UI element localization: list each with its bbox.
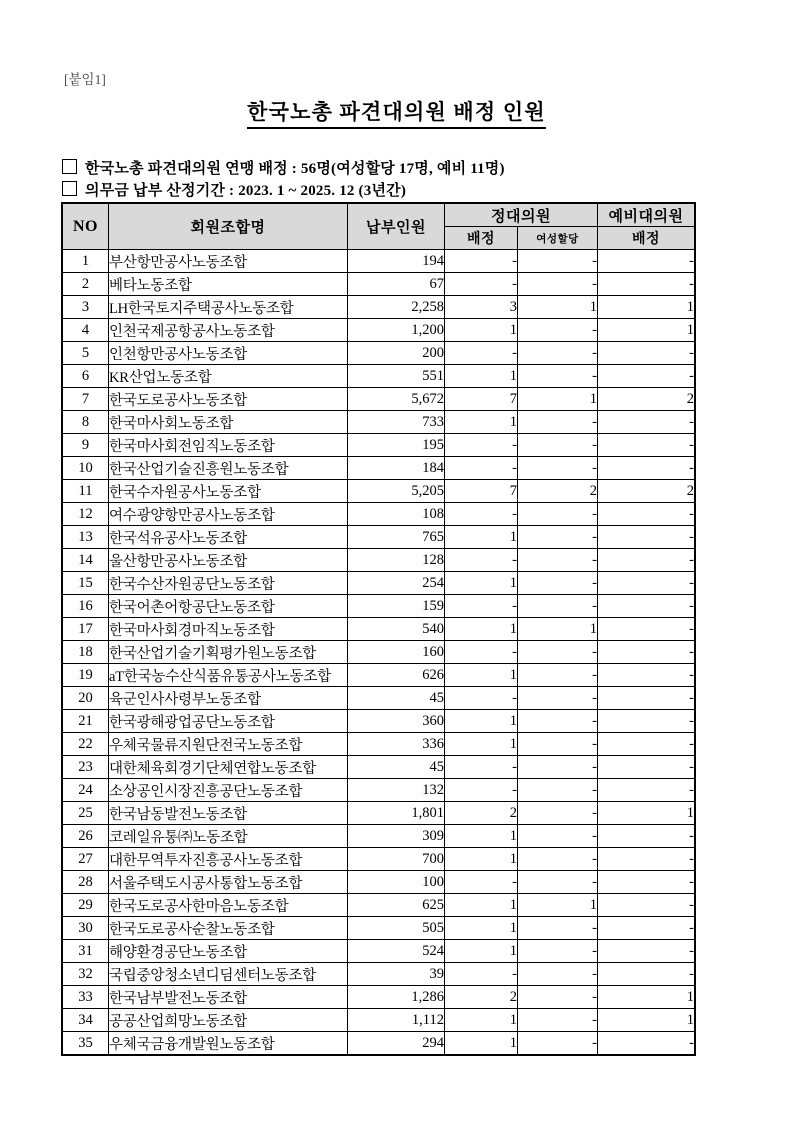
cell-union-name: 우체국물류지원단전국노동조합 bbox=[109, 733, 348, 756]
cell-union-name: 한국남동발전노동조합 bbox=[109, 802, 348, 825]
cell-payers: 184 bbox=[348, 457, 445, 480]
cell-payers: 159 bbox=[348, 595, 445, 618]
table-row bbox=[63, 296, 695, 319]
cell-payers: 100 bbox=[348, 871, 445, 894]
cell-regular-alloc: - bbox=[445, 434, 518, 457]
table-row bbox=[63, 457, 695, 480]
cell-female-quota: - bbox=[518, 434, 598, 457]
cell-no: 33 bbox=[63, 986, 109, 1009]
cell-reserve-alloc: - bbox=[598, 618, 695, 641]
cell-female-quota: - bbox=[518, 572, 598, 595]
cell-regular-alloc: 2 bbox=[445, 986, 518, 1009]
cell-union-name: 한국남부발전노동조합 bbox=[109, 986, 348, 1009]
table-row bbox=[63, 802, 695, 825]
cell-no: 7 bbox=[63, 388, 109, 411]
cell-payers: 39 bbox=[348, 963, 445, 986]
note-line-period bbox=[62, 180, 722, 202]
cell-no: 28 bbox=[63, 871, 109, 894]
cell-regular-alloc: 1 bbox=[445, 365, 518, 388]
cell-no: 31 bbox=[63, 940, 109, 963]
cell-union-name: 한국마사회전임직노동조합 bbox=[109, 434, 348, 457]
table-row bbox=[63, 986, 695, 1009]
cell-union-name: 한국광해광업공단노동조합 bbox=[109, 710, 348, 733]
table-row bbox=[63, 434, 695, 457]
cell-female-quota: - bbox=[518, 848, 598, 871]
cell-no: 15 bbox=[63, 572, 109, 595]
cell-payers: 1,801 bbox=[348, 802, 445, 825]
cell-female-quota: - bbox=[518, 802, 598, 825]
cell-payers: 45 bbox=[348, 756, 445, 779]
cell-no: 19 bbox=[63, 664, 109, 687]
cell-reserve-alloc: - bbox=[598, 848, 695, 871]
cell-female-quota: - bbox=[518, 1009, 598, 1032]
cell-female-quota: - bbox=[518, 526, 598, 549]
cell-reserve-alloc: 2 bbox=[598, 388, 695, 411]
cell-no: 11 bbox=[63, 480, 109, 503]
cell-reserve-alloc: - bbox=[598, 664, 695, 687]
cell-female-quota: - bbox=[518, 733, 598, 756]
cell-reserve-alloc: 1 bbox=[598, 296, 695, 319]
cell-no: 16 bbox=[63, 595, 109, 618]
cell-regular-alloc: 3 bbox=[445, 296, 518, 319]
cell-female-quota: 1 bbox=[518, 894, 598, 917]
cell-female-quota: - bbox=[518, 825, 598, 848]
cell-female-quota: - bbox=[518, 1032, 598, 1055]
cell-no: 21 bbox=[63, 710, 109, 733]
cell-union-name: 인천항만공사노동조합 bbox=[109, 342, 348, 365]
cell-reserve-alloc: - bbox=[598, 365, 695, 388]
cell-no: 9 bbox=[63, 434, 109, 457]
summary-notes bbox=[62, 158, 722, 202]
cell-union-name: 해양환경공단노동조합 bbox=[109, 940, 348, 963]
cell-no: 30 bbox=[63, 917, 109, 940]
cell-regular-alloc: - bbox=[445, 871, 518, 894]
cell-female-quota: - bbox=[518, 664, 598, 687]
cell-female-quota: - bbox=[518, 342, 598, 365]
cell-regular-alloc: 1 bbox=[445, 894, 518, 917]
cell-union-name: 인천국제공항공사노동조합 bbox=[109, 319, 348, 342]
cell-female-quota: - bbox=[518, 273, 598, 296]
cell-payers: 160 bbox=[348, 641, 445, 664]
cell-regular-alloc: - bbox=[445, 779, 518, 802]
table-row bbox=[63, 572, 695, 595]
table-body bbox=[63, 250, 695, 1055]
allocation-table-wrap bbox=[62, 203, 694, 1055]
column-header-reserve-delegate-group: 예비대의원 bbox=[598, 204, 695, 227]
cell-female-quota: - bbox=[518, 250, 598, 273]
cell-no: 1 bbox=[63, 250, 109, 273]
cell-no: 18 bbox=[63, 641, 109, 664]
cell-payers: 67 bbox=[348, 273, 445, 296]
cell-regular-alloc: - bbox=[445, 549, 518, 572]
cell-union-name: 여수광양항만공사노동조합 bbox=[109, 503, 348, 526]
cell-female-quota: - bbox=[518, 365, 598, 388]
column-header-reserve-alloc: 배정 bbox=[598, 227, 695, 250]
table-row bbox=[63, 756, 695, 779]
cell-regular-alloc: 1 bbox=[445, 1009, 518, 1032]
cell-no: 34 bbox=[63, 1009, 109, 1032]
cell-payers: 128 bbox=[348, 549, 445, 572]
cell-payers: 540 bbox=[348, 618, 445, 641]
cell-union-name: 한국마사회노동조합 bbox=[109, 411, 348, 434]
cell-reserve-alloc: - bbox=[598, 434, 695, 457]
cell-reserve-alloc: - bbox=[598, 871, 695, 894]
cell-reserve-alloc: - bbox=[598, 894, 695, 917]
cell-union-name: LH한국토지주택공사노동조합 bbox=[109, 296, 348, 319]
cell-no: 32 bbox=[63, 963, 109, 986]
cell-union-name: 한국산업기술기획평가원노동조합 bbox=[109, 641, 348, 664]
cell-regular-alloc: 1 bbox=[445, 940, 518, 963]
table-row bbox=[63, 319, 695, 342]
cell-reserve-alloc: - bbox=[598, 641, 695, 664]
cell-reserve-alloc: 1 bbox=[598, 802, 695, 825]
cell-union-name: 한국수자원공사노동조합 bbox=[109, 480, 348, 503]
table-row bbox=[63, 871, 695, 894]
cell-regular-alloc: - bbox=[445, 250, 518, 273]
table-row bbox=[63, 388, 695, 411]
cell-regular-alloc: 7 bbox=[445, 388, 518, 411]
cell-no: 27 bbox=[63, 848, 109, 871]
cell-reserve-alloc: - bbox=[598, 250, 695, 273]
column-header-payers: 납부인원 bbox=[348, 204, 445, 250]
cell-regular-alloc: - bbox=[445, 641, 518, 664]
note-text-period: 의무금 납부 산정기간 : 2023. 1 ~ 2025. 12 (3년간) bbox=[85, 183, 407, 199]
cell-regular-alloc: 1 bbox=[445, 733, 518, 756]
cell-regular-alloc: - bbox=[445, 273, 518, 296]
cell-union-name: 대한무역투자진흥공사노동조합 bbox=[109, 848, 348, 871]
cell-union-name: 육군인사사령부노동조합 bbox=[109, 687, 348, 710]
table-row bbox=[63, 687, 695, 710]
cell-no: 4 bbox=[63, 319, 109, 342]
cell-reserve-alloc: - bbox=[598, 733, 695, 756]
cell-regular-alloc: - bbox=[445, 756, 518, 779]
cell-regular-alloc: 1 bbox=[445, 825, 518, 848]
cell-reserve-alloc: - bbox=[598, 687, 695, 710]
cell-payers: 45 bbox=[348, 687, 445, 710]
cell-reserve-alloc: - bbox=[598, 940, 695, 963]
table-row bbox=[63, 273, 695, 296]
cell-payers: 1,286 bbox=[348, 986, 445, 1009]
cell-regular-alloc: 1 bbox=[445, 572, 518, 595]
cell-payers: 108 bbox=[348, 503, 445, 526]
cell-regular-alloc: - bbox=[445, 503, 518, 526]
cell-female-quota: - bbox=[518, 457, 598, 480]
cell-reserve-alloc: - bbox=[598, 526, 695, 549]
cell-payers: 294 bbox=[348, 1032, 445, 1055]
table-row bbox=[63, 411, 695, 434]
column-header-union-name: 회원조합명 bbox=[109, 204, 348, 250]
cell-regular-alloc: 1 bbox=[445, 664, 518, 687]
cell-no: 6 bbox=[63, 365, 109, 388]
cell-reserve-alloc: - bbox=[598, 1032, 695, 1055]
table-row bbox=[63, 1009, 695, 1032]
table-row bbox=[63, 503, 695, 526]
cell-union-name: 한국산업기술진흥원노동조합 bbox=[109, 457, 348, 480]
cell-payers: 1,112 bbox=[348, 1009, 445, 1032]
cell-union-name: 우체국금융개발원노동조합 bbox=[109, 1032, 348, 1055]
cell-female-quota: - bbox=[518, 710, 598, 733]
cell-union-name: 한국어촌어항공단노동조합 bbox=[109, 595, 348, 618]
cell-union-name: 소상공인시장진흥공단노동조합 bbox=[109, 779, 348, 802]
table-row bbox=[63, 480, 695, 503]
cell-female-quota: - bbox=[518, 319, 598, 342]
cell-payers: 551 bbox=[348, 365, 445, 388]
cell-payers: 5,205 bbox=[348, 480, 445, 503]
cell-female-quota: - bbox=[518, 986, 598, 1009]
cell-female-quota: - bbox=[518, 917, 598, 940]
cell-union-name: 부산항만공사노동조합 bbox=[109, 250, 348, 273]
cell-female-quota: 1 bbox=[518, 296, 598, 319]
cell-reserve-alloc: - bbox=[598, 572, 695, 595]
cell-no: 8 bbox=[63, 411, 109, 434]
square-bullet-icon bbox=[62, 159, 77, 174]
cell-no: 2 bbox=[63, 273, 109, 296]
cell-payers: 254 bbox=[348, 572, 445, 595]
cell-reserve-alloc: - bbox=[598, 273, 695, 296]
table-row bbox=[63, 940, 695, 963]
table-row bbox=[63, 664, 695, 687]
cell-regular-alloc: 7 bbox=[445, 480, 518, 503]
cell-union-name: 울산항만공사노동조합 bbox=[109, 549, 348, 572]
column-header-regular-female-quota: 여성할당 bbox=[518, 227, 598, 250]
table-header bbox=[63, 204, 695, 250]
cell-regular-alloc: - bbox=[445, 963, 518, 986]
cell-payers: 195 bbox=[348, 434, 445, 457]
cell-regular-alloc: 1 bbox=[445, 319, 518, 342]
cell-payers: 733 bbox=[348, 411, 445, 434]
cell-union-name: 한국석유공사노동조합 bbox=[109, 526, 348, 549]
table-row bbox=[63, 250, 695, 273]
cell-reserve-alloc: - bbox=[598, 963, 695, 986]
table-row bbox=[63, 342, 695, 365]
cell-payers: 700 bbox=[348, 848, 445, 871]
cell-payers: 625 bbox=[348, 894, 445, 917]
cell-payers: 132 bbox=[348, 779, 445, 802]
cell-no: 13 bbox=[63, 526, 109, 549]
table-header-row-1 bbox=[63, 204, 695, 227]
cell-no: 25 bbox=[63, 802, 109, 825]
cell-regular-alloc: 1 bbox=[445, 411, 518, 434]
cell-female-quota: - bbox=[518, 779, 598, 802]
column-header-no: NO bbox=[63, 204, 109, 250]
page-title-text: 한국노총 파견대의원 배정 인원 bbox=[247, 100, 546, 129]
column-header-regular-alloc: 배정 bbox=[445, 227, 518, 250]
cell-no: 29 bbox=[63, 894, 109, 917]
cell-female-quota: - bbox=[518, 549, 598, 572]
page-title bbox=[0, 96, 793, 126]
cell-payers: 524 bbox=[348, 940, 445, 963]
cell-no: 24 bbox=[63, 779, 109, 802]
cell-reserve-alloc: - bbox=[598, 756, 695, 779]
cell-reserve-alloc: - bbox=[598, 825, 695, 848]
cell-no: 23 bbox=[63, 756, 109, 779]
allocation-table bbox=[62, 203, 695, 1055]
attachment-label: [붙임1] bbox=[64, 72, 106, 87]
table-row bbox=[63, 848, 695, 871]
cell-payers: 309 bbox=[348, 825, 445, 848]
cell-payers: 360 bbox=[348, 710, 445, 733]
cell-female-quota: 2 bbox=[518, 480, 598, 503]
cell-no: 10 bbox=[63, 457, 109, 480]
cell-regular-alloc: 1 bbox=[445, 848, 518, 871]
cell-union-name: 국립중앙청소년디딤센터노동조합 bbox=[109, 963, 348, 986]
cell-reserve-alloc: 1 bbox=[598, 319, 695, 342]
table-row bbox=[63, 365, 695, 388]
column-header-regular-delegate-group: 정대의원 bbox=[445, 204, 598, 227]
cell-female-quota: - bbox=[518, 871, 598, 894]
table-row bbox=[63, 779, 695, 802]
cell-female-quota: - bbox=[518, 963, 598, 986]
table-row bbox=[63, 526, 695, 549]
cell-reserve-alloc: 1 bbox=[598, 1009, 695, 1032]
cell-regular-alloc: - bbox=[445, 457, 518, 480]
cell-reserve-alloc: - bbox=[598, 457, 695, 480]
table-row bbox=[63, 710, 695, 733]
cell-female-quota: 1 bbox=[518, 618, 598, 641]
table-row bbox=[63, 894, 695, 917]
cell-regular-alloc: 1 bbox=[445, 618, 518, 641]
cell-regular-alloc: 1 bbox=[445, 710, 518, 733]
note-line-allocation bbox=[62, 158, 722, 180]
cell-union-name: 공공산업희망노동조합 bbox=[109, 1009, 348, 1032]
cell-female-quota: - bbox=[518, 641, 598, 664]
cell-reserve-alloc: - bbox=[598, 411, 695, 434]
cell-union-name: 한국도로공사순찰노동조합 bbox=[109, 917, 348, 940]
cell-regular-alloc: - bbox=[445, 595, 518, 618]
cell-reserve-alloc: - bbox=[598, 342, 695, 365]
cell-no: 5 bbox=[63, 342, 109, 365]
cell-female-quota: - bbox=[518, 756, 598, 779]
cell-reserve-alloc: 2 bbox=[598, 480, 695, 503]
table-row bbox=[63, 963, 695, 986]
cell-no: 3 bbox=[63, 296, 109, 319]
cell-no: 22 bbox=[63, 733, 109, 756]
cell-union-name: 한국수산자원공단노동조합 bbox=[109, 572, 348, 595]
cell-female-quota: 1 bbox=[518, 388, 598, 411]
table-row bbox=[63, 917, 695, 940]
cell-regular-alloc: - bbox=[445, 342, 518, 365]
cell-regular-alloc: 1 bbox=[445, 917, 518, 940]
table-row bbox=[63, 641, 695, 664]
cell-reserve-alloc: 1 bbox=[598, 986, 695, 1009]
cell-payers: 626 bbox=[348, 664, 445, 687]
cell-payers: 505 bbox=[348, 917, 445, 940]
cell-regular-alloc: 1 bbox=[445, 526, 518, 549]
cell-female-quota: - bbox=[518, 411, 598, 434]
table-row bbox=[63, 549, 695, 572]
cell-union-name: aT한국농수산식품유통공사노동조합 bbox=[109, 664, 348, 687]
table-row bbox=[63, 595, 695, 618]
cell-union-name: KR산업노동조합 bbox=[109, 365, 348, 388]
cell-no: 26 bbox=[63, 825, 109, 848]
cell-female-quota: - bbox=[518, 595, 598, 618]
cell-reserve-alloc: - bbox=[598, 595, 695, 618]
cell-no: 17 bbox=[63, 618, 109, 641]
cell-payers: 200 bbox=[348, 342, 445, 365]
cell-female-quota: - bbox=[518, 687, 598, 710]
cell-payers: 1,200 bbox=[348, 319, 445, 342]
cell-regular-alloc: 2 bbox=[445, 802, 518, 825]
cell-payers: 5,672 bbox=[348, 388, 445, 411]
cell-payers: 765 bbox=[348, 526, 445, 549]
cell-payers: 336 bbox=[348, 733, 445, 756]
cell-reserve-alloc: - bbox=[598, 917, 695, 940]
cell-female-quota: - bbox=[518, 940, 598, 963]
cell-union-name: 한국마사회경마직노동조합 bbox=[109, 618, 348, 641]
cell-union-name: 서울주택도시공사통합노동조합 bbox=[109, 871, 348, 894]
square-bullet-icon bbox=[62, 181, 77, 196]
cell-no: 20 bbox=[63, 687, 109, 710]
table-row bbox=[63, 733, 695, 756]
table-row bbox=[63, 825, 695, 848]
cell-regular-alloc: 1 bbox=[445, 1032, 518, 1055]
cell-reserve-alloc: - bbox=[598, 779, 695, 802]
cell-union-name: 코레일유통㈜노동조합 bbox=[109, 825, 348, 848]
cell-payers: 194 bbox=[348, 250, 445, 273]
table-row bbox=[63, 618, 695, 641]
cell-no: 35 bbox=[63, 1032, 109, 1055]
cell-union-name: 한국도로공사한마음노동조합 bbox=[109, 894, 348, 917]
cell-payers: 2,258 bbox=[348, 296, 445, 319]
cell-union-name: 한국도로공사노동조합 bbox=[109, 388, 348, 411]
cell-regular-alloc: - bbox=[445, 687, 518, 710]
cell-reserve-alloc: - bbox=[598, 549, 695, 572]
cell-union-name: 대한체육회경기단체연합노동조합 bbox=[109, 756, 348, 779]
cell-union-name: 베타노동조합 bbox=[109, 273, 348, 296]
note-text-allocation: 한국노총 파견대의원 연맹 배정 : 56명(여성할당 17명, 예비 11명) bbox=[85, 161, 505, 177]
cell-reserve-alloc: - bbox=[598, 710, 695, 733]
cell-reserve-alloc: - bbox=[598, 503, 695, 526]
cell-no: 12 bbox=[63, 503, 109, 526]
table-row bbox=[63, 1032, 695, 1055]
cell-no: 14 bbox=[63, 549, 109, 572]
cell-female-quota: - bbox=[518, 503, 598, 526]
